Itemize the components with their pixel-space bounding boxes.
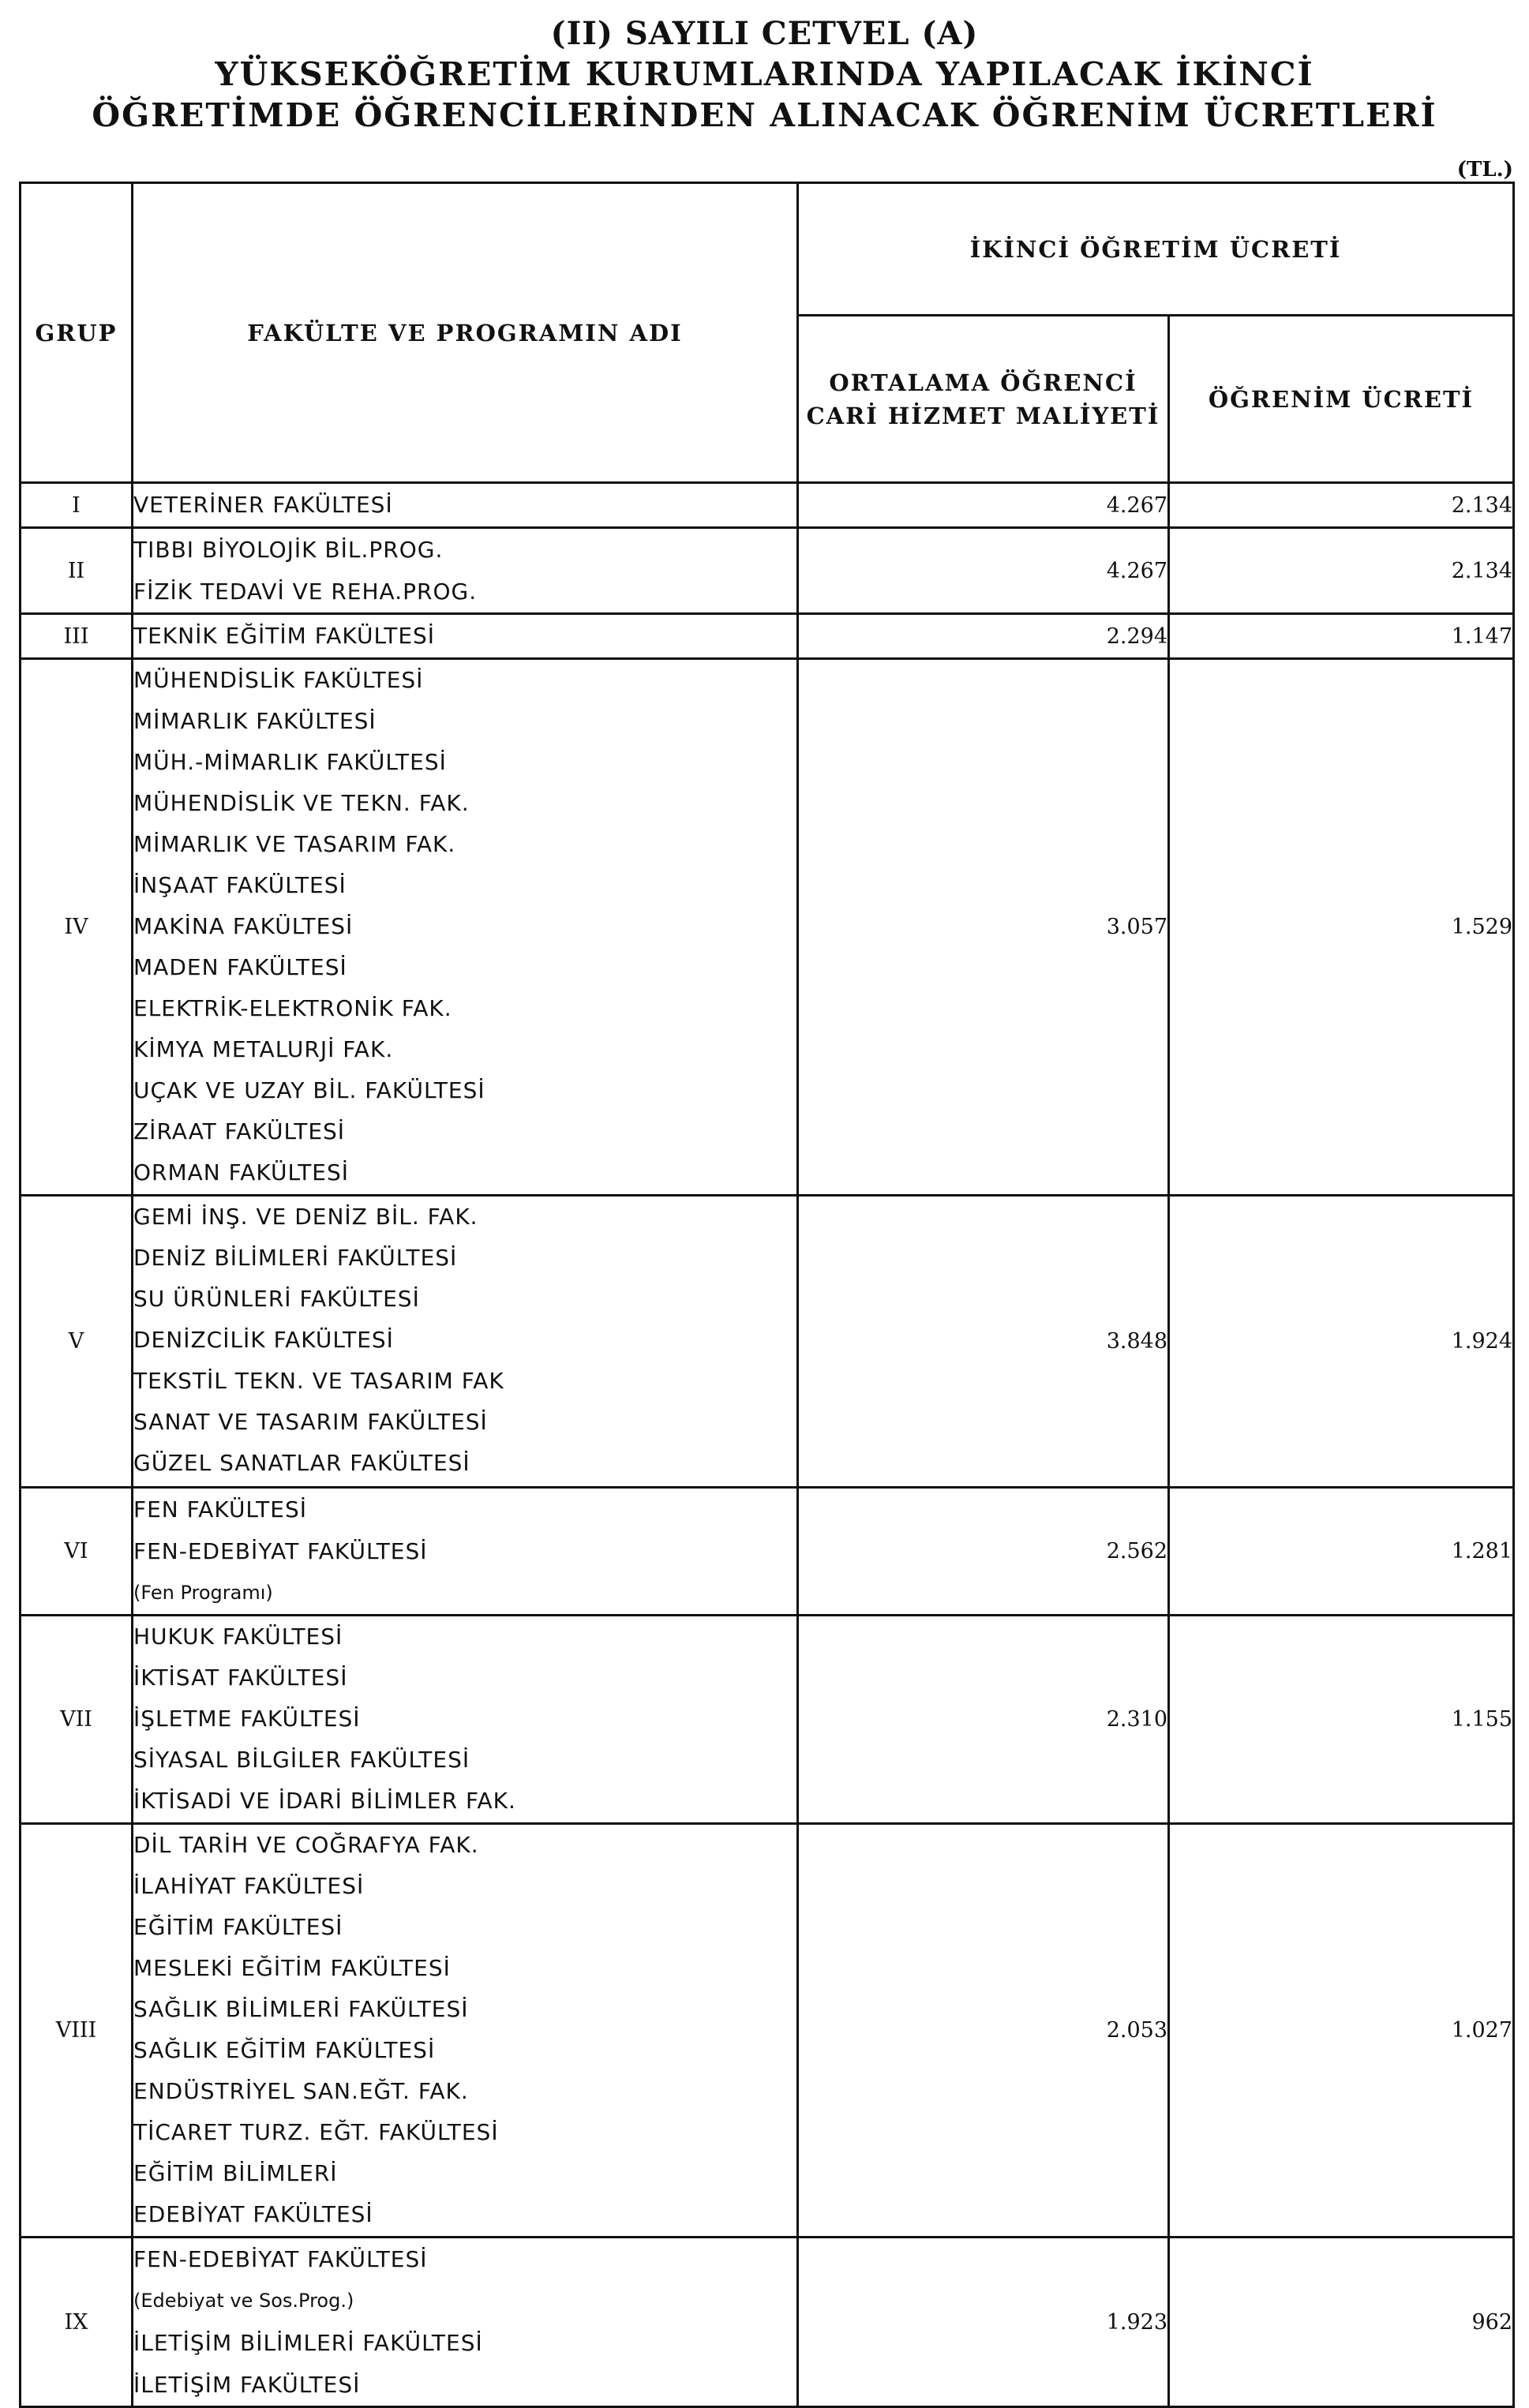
program-name: FEN-EDEBİYAT FAKÜLTESİ (133, 1538, 428, 1564)
table-row (21, 659, 1514, 1196)
program-name: İLETİŞİM BİLİMLERİ FAKÜLTESİ (133, 2330, 483, 2356)
column-header-program-name: FAKÜLTE VE PROGRAMIN ADI (133, 183, 798, 483)
program-name: MESLEKİ EĞİTİM FAKÜLTESİ (133, 1955, 451, 1981)
program-name: MÜHENDİSLİK VE TEKN. FAK. (133, 790, 470, 816)
program-name: FEN FAKÜLTESİ (133, 1496, 308, 1522)
program-name: SAĞLIK EĞİTİM FAKÜLTESİ (133, 2037, 436, 2063)
table-row (21, 2238, 1514, 2407)
program-name: SAĞLIK BİLİMLERİ FAKÜLTESİ (133, 1996, 469, 2022)
program-name: ORMAN FAKÜLTESİ (133, 1159, 350, 1185)
program-name: TEKNİK EĞİTİM FAKÜLTESİ (133, 623, 436, 649)
program-name: KİMYA METALURJİ FAK. (133, 1036, 394, 1062)
table-row (21, 528, 1514, 614)
program-name: ELEKTRİK-ELEKTRONİK FAK. (133, 995, 452, 1021)
program-name: GÜZEL SANATLAR FAKÜLTESİ (133, 1450, 470, 1476)
program-name: TIBBI BİYOLOJİK BİL.PROG. (133, 537, 444, 563)
program-name: MÜH.-MİMARLIK FAKÜLTESİ (133, 749, 447, 775)
fee-table-body (21, 483, 1514, 2407)
average-cost-cell: 3.057 (798, 659, 1169, 1196)
average-cost-cell: 4.267 (798, 483, 1169, 528)
program-name: (Edebiyat ve Sos.Prog.) (133, 2290, 354, 2312)
column-header-average-cost: ORTALAMA ÖĞRENCİ CARİ HİZMET MALİYETİ (798, 316, 1169, 483)
program-name: HUKUK FAKÜLTESİ (133, 1623, 343, 1650)
group-cell: IX (21, 2238, 133, 2407)
program-name: UÇAK VE UZAY BİL. FAKÜLTESİ (133, 1077, 485, 1103)
tuition-fee-cell: 1.027 (1169, 1824, 1514, 2238)
group-cell: IV (21, 659, 133, 1196)
document-subtitle-line-1: YÜKSEKÖĞRETİM KURUMLARINDA YAPILACAK İKİNCİ (215, 55, 1314, 93)
tuition-fee-cell: 1.924 (1169, 1196, 1514, 1488)
program-names-cell (133, 614, 798, 659)
column-header-group: GRUP (21, 183, 133, 483)
table-row (21, 1196, 1514, 1488)
program-name: TİCARET TURZ. EĞT. FAKÜLTESİ (133, 2119, 499, 2145)
program-name: VETERİNER FAKÜLTESİ (133, 492, 393, 518)
program-name: TEKSTİL TEKN. VE TASARIM FAK (133, 1368, 504, 1394)
program-name: ZİRAAT FAKÜLTESİ (133, 1118, 346, 1144)
group-cell: II (21, 528, 133, 614)
program-name: DENİZCİLİK FAKÜLTESİ (133, 1327, 394, 1353)
group-cell: III (21, 614, 133, 659)
tuition-fee-cell: 2.134 (1169, 528, 1514, 614)
group-cell: VIII (21, 1824, 133, 2238)
tuition-fee-cell: 1.529 (1169, 659, 1514, 1196)
program-name: DİL TARİH VE COĞRAFYA FAK. (133, 1832, 479, 1858)
program-name: SU ÜRÜNLERİ FAKÜLTESİ (133, 1286, 420, 1312)
average-cost-cell: 1.923 (798, 2238, 1169, 2407)
average-cost-cell: 4.267 (798, 528, 1169, 614)
program-name: İKTİSAT FAKÜLTESİ (133, 1665, 348, 1691)
program-name: MADEN FAKÜLTESİ (133, 954, 347, 980)
program-name: EĞİTİM FAKÜLTESİ (133, 1914, 343, 1940)
program-name: MAKİNA FAKÜLTESİ (133, 913, 354, 939)
program-names-cell (133, 1488, 798, 1616)
program-name: FİZİK TEDAVİ VE REHA.PROG. (133, 579, 478, 605)
program-name: İLAHİYAT FAKÜLTESİ (133, 1873, 365, 1899)
program-names-cell (133, 1824, 798, 2238)
program-name: İLETİŞİM FAKÜLTESİ (133, 2372, 361, 2398)
program-names-cell (133, 659, 798, 1196)
program-name: EĞİTİM BİLİMLERİ (133, 2160, 338, 2186)
tuition-fee-cell: 1.281 (1169, 1488, 1514, 1616)
program-name: SİYASAL BİLGİLER FAKÜLTESİ (133, 1747, 470, 1773)
fee-table (19, 182, 1515, 2408)
program-names-cell (133, 1196, 798, 1488)
column-header-tuition-fee: ÖĞRENİM ÜCRETİ (1169, 316, 1514, 483)
document-header (0, 14, 1529, 136)
currency-unit: (TL.) (1456, 158, 1513, 182)
average-cost-cell: 2.562 (798, 1488, 1169, 1616)
tuition-fee-cell: 1.155 (1169, 1616, 1514, 1824)
program-name: EDEBİYAT FAKÜLTESİ (133, 2201, 373, 2227)
table-row (21, 483, 1514, 528)
average-cost-cell: 3.848 (798, 1196, 1169, 1488)
program-name: İKTİSADİ VE İDARİ BİLİMLER FAK. (133, 1788, 516, 1814)
average-cost-cell: 2.294 (798, 614, 1169, 659)
program-names-cell (133, 2238, 798, 2407)
program-name: DENİZ BİLİMLERİ FAKÜLTESİ (133, 1245, 458, 1271)
program-name: GEMİ İNŞ. VE DENİZ BİL. FAK. (133, 1204, 478, 1230)
tuition-fee-cell: 1.147 (1169, 614, 1514, 659)
group-cell: V (21, 1196, 133, 1488)
tuition-fee-cell: 962 (1169, 2238, 1514, 2407)
group-cell: VI (21, 1488, 133, 1616)
table-row (21, 1616, 1514, 1824)
average-cost-cell: 2.310 (798, 1616, 1169, 1824)
group-cell: I (21, 483, 133, 528)
program-name: ENDÜSTRİYEL SAN.EĞT. FAK. (133, 2078, 469, 2104)
tuition-fee-cell: 2.134 (1169, 483, 1514, 528)
average-cost-cell: 2.053 (798, 1824, 1169, 2238)
table-row (21, 1488, 1514, 1616)
program-names-cell (133, 528, 798, 614)
table-row (21, 1824, 1514, 2238)
group-cell: VII (21, 1616, 133, 1824)
column-header-second-education-fee: İKİNCİ ÖĞRETİM ÜCRETİ (798, 183, 1514, 316)
program-name: İNŞAAT FAKÜLTESİ (133, 872, 347, 898)
program-name: SANAT VE TASARIM FAKÜLTESİ (133, 1409, 488, 1435)
program-names-cell (133, 483, 798, 528)
program-name: (Fen Programı) (133, 1582, 273, 1604)
document-title: (II) SAYILI CETVEL (A) (550, 15, 979, 52)
table-row (21, 614, 1514, 659)
program-name: MİMARLIK VE TASARIM FAK. (133, 831, 456, 857)
program-name: İŞLETME FAKÜLTESİ (133, 1706, 361, 1732)
program-name: MÜHENDİSLİK FAKÜLTESİ (133, 667, 424, 693)
document-subtitle-line-2: ÖĞRETİMDE ÖĞRENCİLERİNDEN ALINACAK ÖĞRENİM ÜCRETLERİ (92, 96, 1437, 134)
program-names-cell (133, 1616, 798, 1824)
program-name: FEN-EDEBİYAT FAKÜLTESİ (133, 2246, 428, 2272)
program-name: MİMARLIK FAKÜLTESİ (133, 708, 377, 734)
